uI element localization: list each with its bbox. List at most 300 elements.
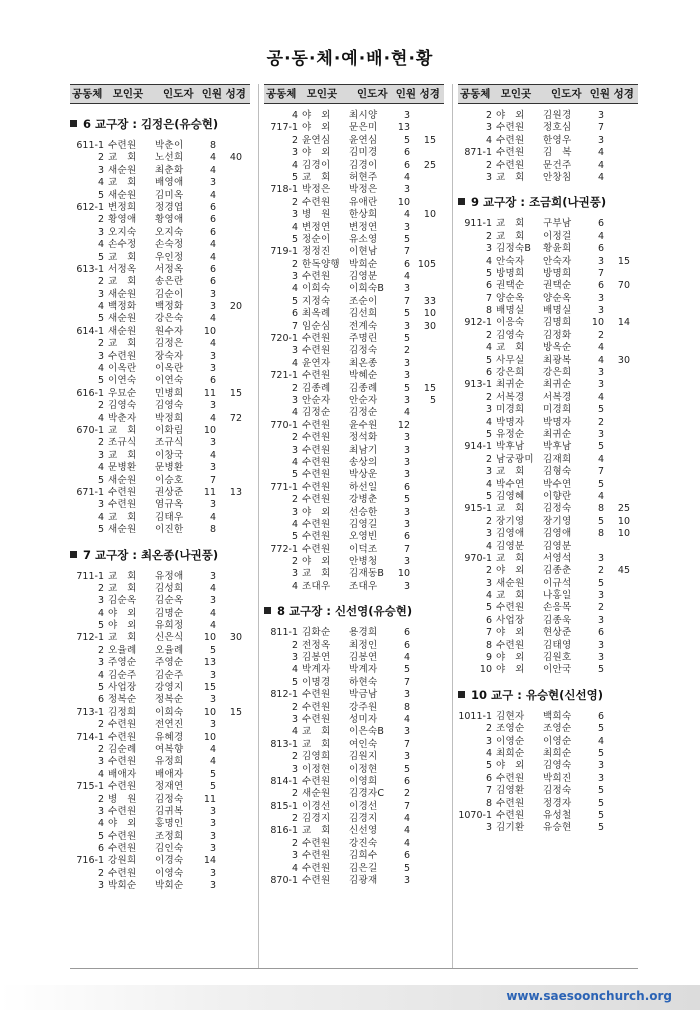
meeting-place: 수련원 (302, 196, 331, 208)
table-row (70, 450, 250, 462)
group-code: 5 (291, 295, 298, 307)
meeting-place: 수련원 (108, 350, 137, 362)
meeting-place: 한독양행 (302, 258, 340, 270)
group-code: 2 (97, 152, 104, 164)
attendance-count: 4 (403, 271, 410, 283)
leader-name: 이영숙 (155, 867, 184, 879)
table-row (264, 627, 444, 639)
table-row (264, 544, 444, 556)
meeting-place: 이경선 (302, 800, 331, 812)
bible-count: 30 (423, 320, 436, 332)
meeting-place: 정순이 (302, 233, 331, 245)
leader-name: 한영우 (543, 134, 572, 146)
column-body (264, 104, 444, 887)
attendance-count: 3 (403, 751, 410, 763)
group-code: 2 (291, 788, 298, 800)
attendance-count: 3 (209, 462, 216, 474)
group-code: 3 (485, 528, 492, 540)
table-row (70, 301, 250, 313)
attendance-count: 3 (597, 652, 604, 664)
attendance-count: 4 (403, 837, 410, 849)
meeting-place: 야 외 (496, 664, 525, 676)
group-code: 4 (291, 518, 298, 530)
leader-name: 미경희 (543, 404, 572, 416)
header-sum: 성경 (225, 88, 246, 100)
meeting-place: 서정옥 (108, 263, 137, 275)
group-code: 4 (291, 456, 298, 468)
table-row (70, 707, 250, 719)
leader-name: 여복향 (155, 743, 184, 755)
table-row (264, 531, 444, 543)
meeting-place: 권택순 (496, 280, 525, 292)
meeting-place: 수련원 (496, 772, 525, 784)
attendance-count: 3 (403, 444, 410, 456)
table-row (458, 627, 638, 639)
meeting-place: 사업장 (108, 682, 137, 694)
leader-name: 김경지 (349, 813, 378, 825)
table-row (458, 429, 638, 441)
attendance-count: 6 (209, 263, 216, 275)
attendance-count: 3 (209, 880, 216, 892)
leader-name: 이화림 (155, 424, 184, 436)
leader-name: 김희수 (349, 850, 378, 862)
table-row (458, 466, 638, 478)
leader-name: 이덕조 (349, 543, 378, 555)
attendance-count: 12 (397, 419, 410, 431)
meeting-place: 교 회 (496, 503, 525, 515)
attendance-count: 6 (209, 226, 216, 238)
group-code: 2 (291, 382, 298, 394)
table-row (70, 781, 250, 793)
table-row (70, 313, 250, 325)
attendance-count: 5 (597, 747, 604, 759)
attendance-count: 2 (597, 602, 604, 614)
meeting-place: 새순원 (108, 164, 137, 176)
attendance-count: 3 (597, 772, 604, 784)
meeting-place: 김현자 (496, 710, 525, 722)
meeting-place: 수련원 (302, 469, 331, 481)
leader-name: 박계자 (349, 664, 378, 676)
attendance-count: 5 (403, 333, 410, 345)
meeting-place: 우묘순 (108, 387, 137, 399)
group-code: 2 (97, 743, 104, 755)
meeting-place: 교 회 (108, 632, 137, 644)
leader-name: 이안국 (543, 664, 572, 676)
table-row (458, 541, 638, 553)
section-title: 6 교구장 : 김정은(유승현) (83, 117, 219, 131)
attendance-count: 3 (209, 400, 216, 412)
group-code: 5 (291, 676, 298, 688)
leader-name: 김정숙 (155, 793, 184, 805)
table-row (458, 218, 638, 230)
leader-name: 유애란 (349, 196, 378, 208)
group-code: 912-1 (464, 317, 492, 329)
table-row (264, 234, 444, 246)
website-link[interactable]: www.saesoonchurch.org (506, 989, 672, 1003)
table-row (458, 565, 638, 577)
meeting-place: 김순옥 (108, 595, 137, 607)
group-code: 3 (485, 243, 492, 255)
attendance-count: 3 (403, 875, 410, 887)
bible-count: 30 (229, 632, 242, 644)
attendance-count: 4 (597, 230, 604, 242)
meeting-place: 야 외 (496, 652, 525, 664)
attendance-count: 5 (597, 785, 604, 797)
table-row (70, 595, 250, 607)
leader-name: 정호심 (543, 122, 572, 134)
attendance-count: 3 (209, 350, 216, 362)
table-row (264, 482, 444, 494)
attendance-count: 3 (209, 363, 216, 375)
leader-name: 김영숙 (543, 760, 572, 772)
table-row (70, 632, 250, 644)
meeting-place: 사업장 (496, 614, 525, 626)
table-row (264, 863, 444, 875)
table-row (458, 503, 638, 515)
meeting-place: 방명희 (496, 267, 525, 279)
attendance-count: 4 (209, 152, 216, 164)
group-code: 670-1 (76, 424, 104, 436)
leader-name: 안병청 (349, 556, 378, 568)
table-row (264, 110, 444, 122)
table-row (458, 615, 638, 627)
attendance-count: 5 (597, 404, 604, 416)
meeting-place: 김영혜 (496, 490, 525, 502)
table-row (264, 801, 444, 813)
attendance-count: 3 (209, 499, 216, 511)
attendance-count: 3 (597, 428, 604, 440)
table-row (70, 657, 250, 669)
header-group: 공동체 (266, 88, 297, 100)
leader-name: 선승한 (349, 506, 378, 518)
attendance-count: 3 (209, 818, 216, 830)
attendance-count: 8 (209, 140, 216, 151)
group-code: 6 (97, 843, 104, 855)
table-row (458, 379, 638, 391)
table-row (70, 719, 250, 731)
group-code: 2 (291, 494, 298, 506)
table-row (70, 475, 250, 487)
attendance-count: 5 (403, 134, 410, 146)
square-bullet-icon (458, 691, 465, 698)
meeting-place: 전정옥 (302, 639, 331, 651)
bible-count: 13 (229, 486, 242, 498)
meeting-place: 사무실 (496, 354, 525, 366)
bible-count: 72 (229, 412, 242, 424)
meeting-place: 새순원 (108, 474, 137, 486)
bible-count: 10 (617, 515, 630, 527)
attendance-count: 4 (597, 453, 604, 465)
leader-name: 문병환 (155, 462, 184, 474)
group-code: 3 (485, 466, 492, 478)
group-code: 3 (97, 805, 104, 817)
meeting-place: 박후남 (496, 441, 525, 453)
meeting-place: 교 회 (108, 152, 137, 164)
leader-name: 전계숙 (349, 320, 378, 332)
group-code: 1070-1 (458, 809, 492, 821)
leader-name: 김광재 (349, 875, 378, 887)
attendance-count: 4 (597, 159, 604, 171)
group-code: 4 (97, 301, 104, 313)
group-code: 3 (291, 763, 298, 775)
meeting-place: 박정은 (302, 184, 331, 196)
table-row (70, 375, 250, 387)
group-code: 2 (485, 159, 492, 171)
meeting-place: 수련원 (302, 345, 331, 357)
square-bullet-icon (264, 607, 271, 614)
table-row (70, 694, 250, 706)
leader-name: 나홍일 (543, 590, 572, 602)
table-row (264, 664, 444, 676)
column-divider (452, 84, 453, 968)
leader-name: 윤연심 (349, 134, 378, 146)
group-code: 6 (485, 614, 492, 626)
leader-name: 황윤희 (543, 243, 572, 255)
square-bullet-icon (458, 198, 465, 205)
header-sum: 성경 (419, 88, 440, 100)
header-group: 공동체 (460, 88, 491, 100)
leader-name: 조정희 (155, 830, 184, 842)
attendance-count: 3 (597, 614, 604, 626)
table-row (70, 769, 250, 781)
attendance-count: 5 (597, 515, 604, 527)
leader-name: 김은길 (349, 862, 378, 874)
attendance-count: 7 (403, 800, 410, 812)
attendance-count: 4 (209, 164, 216, 176)
group-code: 2 (291, 196, 298, 208)
meeting-place: 김정희 (108, 706, 137, 718)
attendance-count: 6 (597, 710, 604, 722)
leader-name: 한상희 (349, 209, 378, 221)
meeting-place: 교 회 (302, 726, 331, 738)
attendance-count: 10 (203, 706, 216, 718)
leader-name: 김영숙 (155, 400, 184, 412)
attendance-count: 3 (597, 639, 604, 651)
group-code: 5 (291, 233, 298, 245)
meeting-place: 장기영 (496, 515, 525, 527)
leader-name: 송은란 (155, 276, 184, 288)
group-code: 7 (485, 627, 492, 639)
meeting-place: 수련원 (496, 809, 525, 821)
leader-name: 용경희 (349, 627, 378, 639)
meeting-place: 이명경 (302, 676, 331, 688)
table-row (264, 122, 444, 134)
meeting-place: 변정희 (108, 201, 137, 213)
table-row (70, 214, 250, 226)
table-row (264, 432, 444, 444)
leader-name: 김정숙 (543, 785, 572, 797)
group-code: 3 (485, 171, 492, 183)
table-row (458, 736, 638, 748)
leader-name: 이옥란 (155, 363, 184, 375)
group-code: 2 (485, 230, 492, 242)
leader-name: 이영희 (349, 775, 378, 787)
table-row (458, 367, 638, 379)
leader-name: 민병희 (155, 387, 184, 399)
table-row (70, 165, 250, 177)
attendance-count: 2 (597, 329, 604, 341)
group-code: 5 (291, 469, 298, 481)
leader-name: 서정옥 (155, 263, 184, 275)
leader-name: 하선일 (349, 481, 378, 493)
group-code: 4 (291, 726, 298, 738)
meeting-place: 새순원 (108, 288, 137, 300)
meeting-place: 이응숙 (496, 317, 525, 329)
meeting-place: 문병환 (108, 462, 137, 474)
meeting-place: 수련원 (302, 543, 331, 555)
attendance-count: 3 (209, 867, 216, 879)
table-row (264, 581, 444, 593)
attendance-count: 7 (403, 246, 410, 258)
attendance-count: 3 (403, 432, 410, 444)
meeting-place: 수련원 (108, 867, 137, 879)
attendance-count: 6 (403, 531, 410, 543)
leader-name: 오율례 (155, 644, 184, 656)
meeting-place: 수련원 (302, 775, 331, 787)
group-code: 4 (291, 664, 298, 676)
attendance-count: 4 (209, 239, 216, 251)
meeting-place: 김영희 (302, 751, 331, 763)
attendance-count: 6 (209, 214, 216, 226)
meeting-place: 야 외 (108, 818, 137, 830)
leader-name: 박희순 (349, 258, 378, 270)
table-row (458, 553, 638, 565)
table-row (70, 818, 250, 830)
group-code: 3 (291, 271, 298, 283)
meeting-place: 야 외 (108, 607, 137, 619)
meeting-place: 변정연 (302, 221, 331, 233)
meeting-place: 수련원 (108, 756, 137, 768)
attendance-count: 8 (403, 701, 410, 713)
leader-name: 김원지 (349, 751, 378, 763)
attendance-count: 6 (403, 147, 410, 159)
group-code: 2 (97, 793, 104, 805)
attendance-count: 6 (403, 775, 410, 787)
group-code: 2 (291, 813, 298, 825)
meeting-place: 수련원 (302, 862, 331, 874)
leader-name: 김종례 (349, 382, 378, 394)
attendance-count: 5 (403, 233, 410, 245)
table-row (264, 469, 444, 481)
group-code: 2 (97, 338, 104, 350)
table-row (264, 184, 444, 196)
group-code: 4 (291, 283, 298, 295)
meeting-place: 최귀순 (496, 379, 525, 391)
meeting-place: 수련원 (302, 456, 331, 468)
group-code: 3 (485, 822, 492, 834)
attendance-count: 2 (403, 788, 410, 800)
attendance-count: 11 (203, 387, 216, 399)
group-code: 720-1 (270, 333, 298, 345)
table-row (264, 519, 444, 531)
group-code: 719-1 (270, 246, 298, 258)
meeting-place: 교 회 (496, 552, 525, 564)
meeting-place: 야 외 (496, 760, 525, 772)
meeting-place: 수련원 (496, 602, 525, 614)
table-row (264, 147, 444, 159)
attendance-count: 4 (597, 171, 604, 183)
meeting-place: 수련원 (108, 719, 137, 731)
leader-name: 변정연 (349, 221, 378, 233)
group-code: 2 (97, 582, 104, 594)
group-code: 6 (485, 367, 492, 379)
attendance-count: 3 (403, 456, 410, 468)
attendance-count: 4 (209, 412, 216, 424)
attendance-count: 4 (597, 391, 604, 403)
table-row (264, 135, 444, 147)
attendance-count: 3 (403, 469, 410, 481)
table-row (264, 556, 444, 568)
bible-count: 5 (429, 394, 436, 406)
table-row (264, 271, 444, 283)
table-row (70, 140, 250, 152)
leader-name: 안숙자 (543, 255, 572, 267)
meeting-place: 수련원 (302, 444, 331, 456)
leader-name: 김재희 (543, 453, 572, 465)
meeting-place: 수련원 (108, 781, 137, 793)
group-code: 4 (291, 221, 298, 233)
leader-name: 김명희 (543, 317, 572, 329)
meeting-place: 교 회 (302, 825, 331, 837)
table-row (458, 760, 638, 772)
group-code: 3 (291, 209, 298, 221)
leader-name: 김정순 (349, 407, 378, 419)
meeting-place: 김영분 (496, 540, 525, 552)
table-row (70, 794, 250, 806)
leader-name: 김형숙 (543, 466, 572, 478)
attendance-count: 8 (209, 524, 216, 536)
meeting-place: 최희순 (496, 747, 525, 759)
table-row (458, 810, 638, 822)
table-row (264, 652, 444, 664)
table-row (264, 370, 444, 382)
meeting-place: 교 회 (496, 466, 525, 478)
leader-name: 최남기 (349, 444, 378, 456)
attendance-count: 5 (597, 441, 604, 453)
attendance-count: 3 (597, 305, 604, 317)
attendance-count: 3 (403, 184, 410, 196)
bible-count: 14 (617, 317, 630, 329)
meeting-place: 교 회 (108, 338, 137, 350)
attendance-count: 8 (597, 528, 604, 540)
attendance-count: 3 (597, 552, 604, 564)
table-row (458, 256, 638, 268)
table-row (264, 345, 444, 357)
meeting-place: 교 회 (496, 171, 525, 183)
group-code: 711-1 (76, 570, 104, 582)
attendance-count: 4 (403, 825, 410, 837)
meeting-place: 김경지 (302, 813, 331, 825)
attendance-count: 2 (597, 416, 604, 428)
table-row (458, 355, 638, 367)
meeting-place: 새순원 (108, 313, 137, 325)
leader-name: 이연숙 (155, 375, 184, 387)
leader-name: 방옥순 (543, 342, 572, 354)
meeting-place: 수련원 (108, 140, 137, 151)
table-row (458, 342, 638, 354)
group-code: 3 (97, 164, 104, 176)
meeting-place: 서복경 (496, 391, 525, 403)
group-code: 5 (97, 524, 104, 536)
leader-name: 박회순 (155, 880, 184, 892)
leader-name: 황영애 (155, 214, 184, 226)
table-row (264, 739, 444, 751)
group-code: 5 (97, 830, 104, 842)
attendance-count: 7 (597, 267, 604, 279)
header-leader: 인도자 (357, 88, 388, 100)
group-code: 614-1 (76, 325, 104, 337)
group-code: 3 (485, 404, 492, 416)
